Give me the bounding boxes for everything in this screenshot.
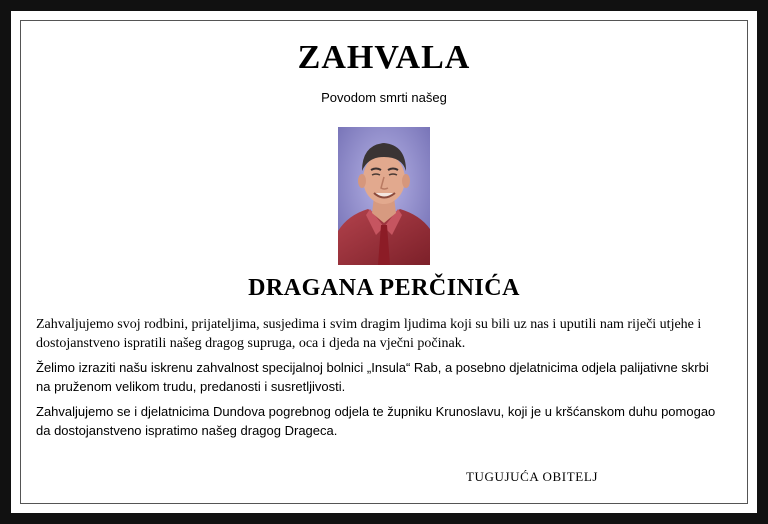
notice-card bbox=[11, 11, 757, 513]
thanks-paragraph-1: Zahvaljujemo svoj rodbini, prijateljima, susjedima i svim dragim ljudima koji su bili uz nas i uputili nam riječi utjehe i dostojanstveno ispratili našeg dragog supruga, oca i djeda na vječni počinak. bbox=[36, 317, 702, 351]
thanks-paragraph-3: Zahvaljujemo se i djelatnicima Dundova pogrebnog odjela te župniku Krunoslavu, koji je u kršćanskom duhu pomogao da dostojanstveno ispratimo našeg dragog Drageca. bbox=[36, 404, 716, 438]
portrait-photo bbox=[338, 127, 430, 265]
deceased-name: DRAGANA PERČINIĆA bbox=[248, 275, 520, 301]
thanks-paragraph-2: Želimo izraziti našu iskrenu zahvalnost specijalnoj bolnici „Insula“ Rab, a posebno djelatnicima odjela palijativne skrbi na pruženom velikom trudu, predanosti i susretljivosti. bbox=[36, 360, 709, 394]
notice-subtitle: Povodom smrti našeg bbox=[321, 90, 447, 105]
notice-title: ZAHVALA bbox=[297, 39, 471, 76]
family-signature: TUGUJUĆA OBITELJ bbox=[466, 469, 599, 484]
